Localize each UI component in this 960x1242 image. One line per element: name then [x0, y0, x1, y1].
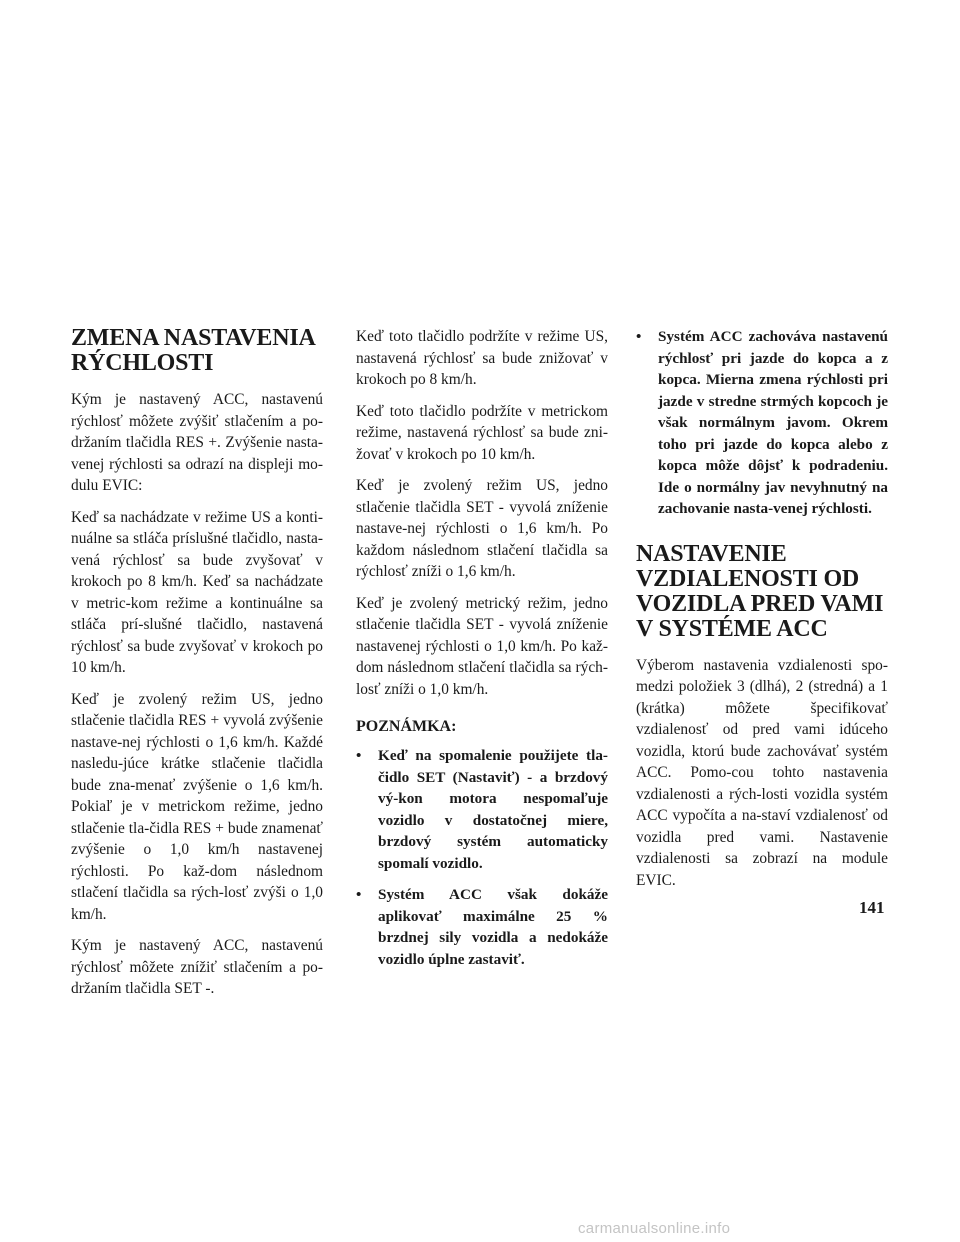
bullet-icon: • [356, 886, 362, 903]
section-heading-speed-change: ZMENA NASTAVENIA RÝCHLOSTI [71, 325, 315, 376]
column-2 [356, 326, 608, 980]
bullet-text: Systém ACC zachováva nastavenú rýchlosť pri jazde do kopca a z kopca. Mierna zmena rýchlosti pri jazde v stredne strmých kopcoch je však normálnym javom. Okrem toho pri jazde do kopca alebo z kopca môže dôjsť k podradeniu. Ide o normálny jav nevyhnutný na zachovanie nasta-venej rýchlosti. [658, 328, 888, 517]
footer-watermark: carmanualsonline.info [578, 1220, 731, 1237]
paragraph: Keď je zvolený režim US, jedno stlačenie tlačidla RES + vyvolá zvýšenie nastave-nej rýchlosti o 1,6 km/h. Každé nasledu-júce krátke stlačenie tlačidla bude zna-menať zvýšenie o 1,6 km/h. Pokiaľ je v metrickom režime, jedno stlačenie tla-čidla RES + bude znamenať zvýšenie o 1,0 km/h nastavenej rýchlosti. Po kaž-dom následnom stlačení tlačidla sa rých-losť zvýši o 1,0 km/h. [71, 690, 323, 923]
bullet-icon: • [636, 328, 642, 345]
column-3 [636, 326, 888, 901]
paragraph: Výberom nastavenia vzdialenosti spo-medzi položiek 3 (dlhá), 2 (stredná) a 1 (krátka) môžete špecifikovať vzdialenosť od pred vami idúceho vozidla, ktorú bude zachovávať systém ACC. Pomo-cou tohto nastavenia vzdialenosti a rých-losti vozidla systém ACC vypočíta a na-staví vzdialenosť od vozidla pred vami. Nastavenie vzdialenosti sa zobrazí na module EVIC. [636, 656, 888, 889]
bullet-icon: • [356, 747, 362, 764]
paragraph: Kým je nastavený ACC, nastavenú rýchlosť môžete znížiť stlačením a po-držaním tlačidla SET -. [71, 937, 323, 997]
paragraph: Kým je nastavený ACC, nastavenú rýchlosť môžete zvýšiť stlačením a po-držaním tlačidla RES +. Zvýšenie nasta-venej rýchlosti sa odrazí na displeji mo-dulu EVIC: [71, 391, 323, 494]
paragraph: Keď je zvolený režim US, jedno stlačenie tlačidla SET - vyvolá zníženie nastave-nej rýchlosti o 1,6 km/h. Po každom následnom stlačení tlačidla sa rýchlosť zníži o 1,6 km/h. [356, 477, 608, 580]
bullet-text: Systém ACC však dokáže aplikovať maximálne 25 % brzdnej sily vozidla a nedokáže vozidlo úplne zastaviť. [378, 886, 608, 968]
section-heading-distance-setting: NASTAVENIE VZDIALENOSTI OD VOZIDLA PRED VAMI V SYSTÉME ACC [636, 540, 884, 642]
paragraph: Keď je zvolený metrický režim, jedno stlačenie tlačidla SET - vyvolá zníženie nastavenej rýchlosti o 1,0 km/h. Po kaž-dom následnom stlačení tlačidla sa rých-losť zníži o 1,0 km/h. [356, 594, 608, 698]
bullet-item [636, 326, 888, 520]
paragraph: Keď toto tlačidlo podržíte v metrickom režime, nastavená rýchlosť sa bude zni-žovať v krokoch po 10 km/h. [356, 402, 608, 463]
column-1 [71, 326, 323, 1010]
bullet-item [356, 884, 608, 970]
bullet-list [636, 326, 888, 520]
bullet-text: Keď na spomalenie použijete tla-čidlo SET (Nastaviť) - a brzdový vý-kon motora nespomaľuje vozidlo v dostatočnej miere, brzdový systém automaticky spomalí vozidlo. [378, 747, 608, 872]
note-title: POZNÁMKA: [356, 718, 457, 735]
bullet-item [356, 745, 608, 874]
paragraph: Keď toto tlačidlo podržíte v režime US, nastavená rýchlosť sa bude znižovať v krokoch po 8 km/h. [356, 328, 608, 388]
paragraph: Keď sa nachádzate v režime US a konti-nuálne sa stláča príslušné tlačidlo, nasta-vená rýchlosť sa bude zvyšovať v krokoch po 8 km/h. Keď sa nachádzate v metric-kom režime a kontinuálne sa stláča prí-slušné tlačidlo, nastavená rýchlosť sa bude zvyšovať v krokoch po 10 km/h. [71, 508, 323, 676]
page-number: 141 [859, 898, 885, 917]
note-bullet-list [356, 745, 608, 970]
